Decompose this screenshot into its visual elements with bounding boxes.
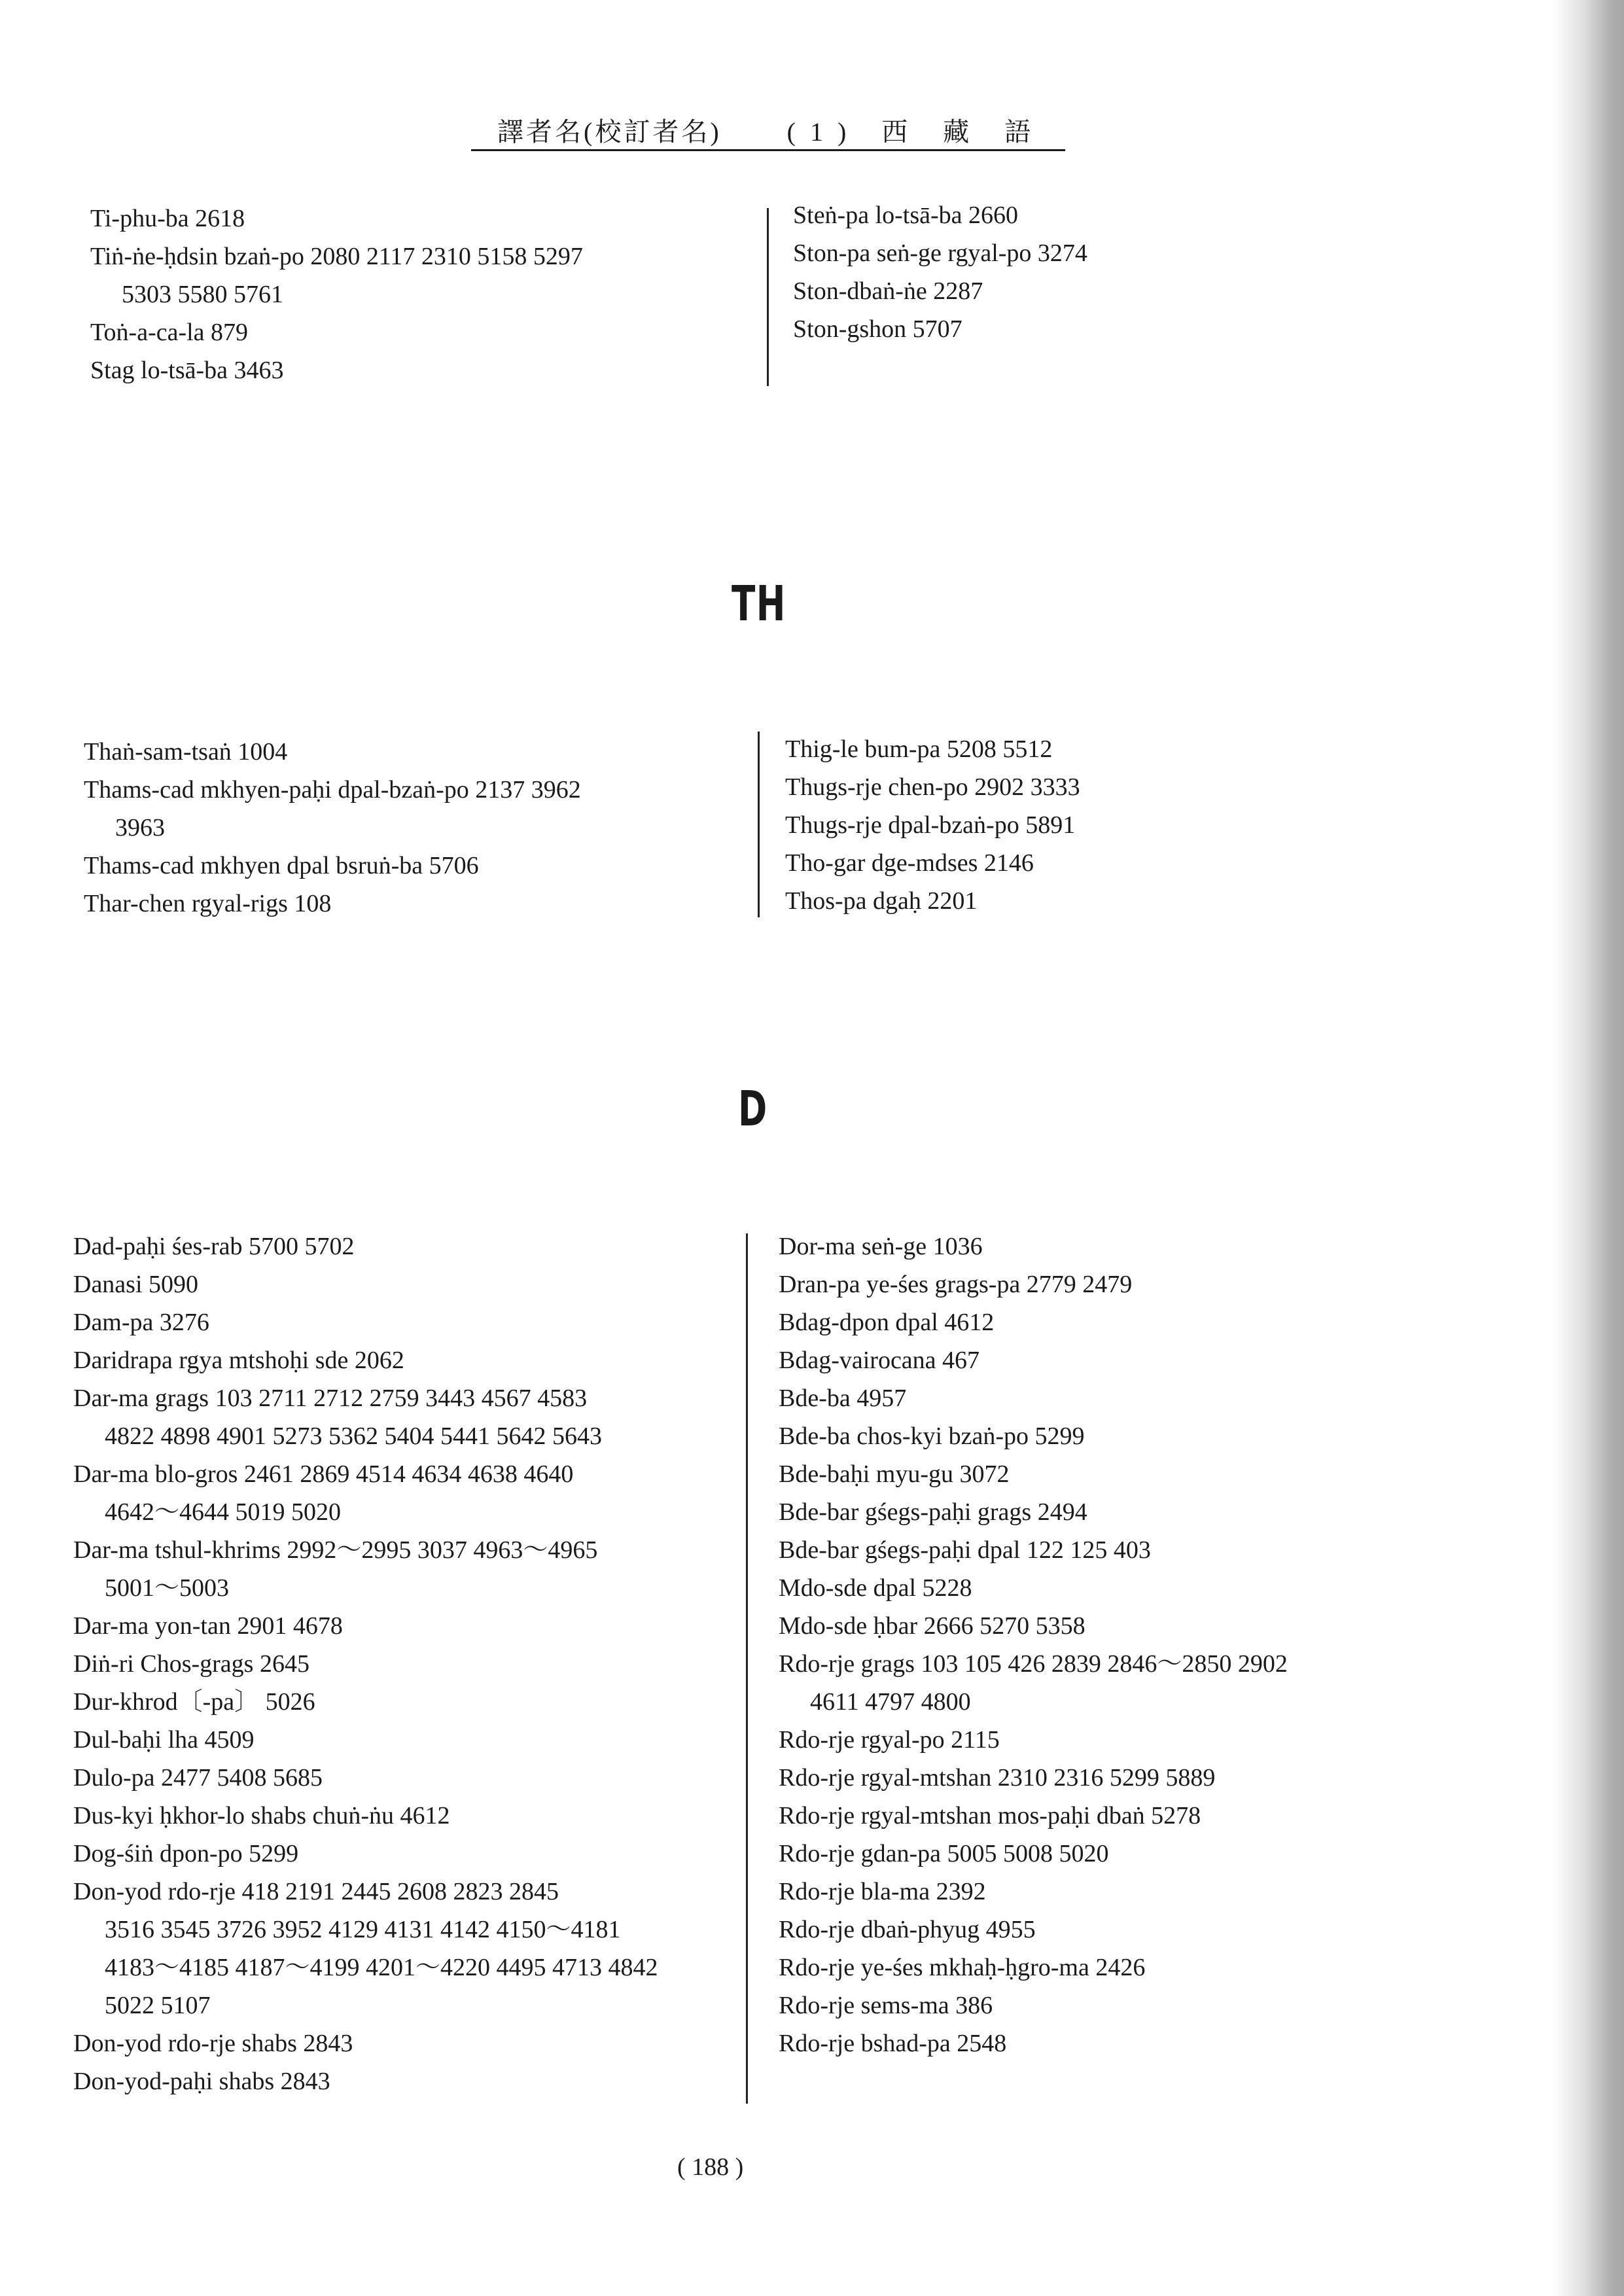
index-entry: [73, 1265, 658, 1303]
index-entry: [73, 1873, 658, 2024]
index-entry: [779, 1303, 1288, 1341]
entry-line: Rdo-rje rgyal-po 2115: [779, 1726, 1000, 1754]
page-number: ( 188 ): [677, 2153, 744, 2181]
index-entry: [785, 806, 1080, 844]
running-head-title: 譯者名(校訂者名): [497, 116, 722, 147]
entry-line: Don-yod rdo-rje 418 2191 2445 2608 2823 2845: [73, 1878, 559, 1905]
index-entry: [779, 1227, 1288, 1265]
index-entry: [84, 771, 581, 847]
st-right-column: [793, 196, 1087, 348]
index-entry: [73, 1303, 658, 1341]
entry-line: Rdo-rje sems-ma 386: [779, 1992, 993, 2019]
entry-line: Thar-chen rgyal-rigs 108: [84, 890, 332, 917]
entry-continuation-line: 4611 4797 4800: [810, 1688, 971, 1716]
page-edge-shadow: [1552, 0, 1624, 2296]
index-entry: [779, 1645, 1288, 1721]
entry-line: Dor-ma seṅ-ge 1036: [779, 1233, 983, 1260]
index-entry: [779, 1873, 1288, 1911]
entry-line: Dul-baḥi lha 4509: [73, 1726, 255, 1754]
entry-line: Toṅ-a-ca-la 879: [90, 319, 249, 346]
entry-line: Thugs-rje chen-po 2902 3333: [785, 773, 1080, 801]
index-entry: [779, 1835, 1288, 1873]
entry-line: Rdo-rje grags 103 105 426 2839 2846～2850 2902: [779, 1650, 1288, 1678]
entry-line: Ston-pa seṅ-ge rgyal-po 3274: [793, 239, 1087, 267]
entry-line: Daridrapa rgya mtshoḥi sde 2062: [73, 1347, 404, 1374]
index-entry: [73, 1721, 658, 1759]
entry-line: Dam-pa 3276: [73, 1309, 209, 1336]
index-entry: [90, 351, 583, 389]
index-entry: [785, 882, 1080, 920]
index-entry: [785, 768, 1080, 806]
entry-line: Dar-ma tshul-khrims 2992～2995 3037 4963～4965: [73, 1536, 598, 1564]
entry-continuation-line: 4183～4185 4187～4199 4201～4220 4495 4713 4842: [105, 1954, 658, 1981]
entry-line: Rdo-rje ye-śes mkhaḥ-ḥgro-ma 2426: [779, 1954, 1146, 1981]
index-entry: [779, 2024, 1288, 2062]
index-entry: [779, 1911, 1288, 1949]
index-entry: [785, 730, 1080, 768]
section-heading-th: TH: [732, 576, 786, 632]
running-head-section: (1) 西 藏 語: [786, 116, 1046, 147]
entry-line: Thugs-rje dpal-bzaṅ-po 5891: [785, 811, 1076, 839]
index-entry: [779, 1569, 1288, 1607]
entry-line: Thaṅ-sam-tsaṅ 1004: [84, 738, 288, 766]
index-entry: [793, 310, 1087, 348]
entry-line: Rdo-rje bla-ma 2392: [779, 1878, 986, 1905]
index-entry: [779, 1797, 1288, 1835]
entry-line: Dulo-pa 2477 5408 5685: [73, 1764, 323, 1792]
entry-line: Mdo-sde ḥbar 2666 5270 5358: [779, 1612, 1086, 1640]
index-entry: [779, 1493, 1288, 1531]
index-entry: [779, 1949, 1288, 1987]
entry-continuation-line: 5303 5580 5761: [122, 281, 283, 308]
index-entry: [73, 1835, 658, 1873]
th-right-column: [785, 730, 1080, 920]
entry-line: Danasi 5090: [73, 1271, 199, 1298]
entry-continuation-line: 5001～5003: [105, 1574, 230, 1602]
entry-line: Bde-baḥi myu-gu 3072: [779, 1460, 1010, 1488]
entry-line: Bdag-dpon dpal 4612: [779, 1309, 995, 1336]
entry-line: Dran-pa ye-śes grags-pa 2779 2479: [779, 1271, 1133, 1298]
index-entry: [84, 733, 581, 771]
index-entry: [779, 1455, 1288, 1493]
st-column-divider: [767, 208, 769, 386]
entry-line: Thos-pa dgaḥ 2201: [785, 887, 978, 915]
entry-line: Don-yod rdo-rje shabs 2843: [73, 2030, 353, 2057]
entry-line: Ti-phu-ba 2618: [90, 205, 245, 232]
index-entry: [73, 1759, 658, 1797]
index-entry: [793, 196, 1087, 234]
index-entry: [90, 238, 583, 313]
entry-line: Rdo-rje bshad-pa 2548: [779, 2030, 1007, 2057]
index-entry: [73, 2024, 658, 2062]
index-entry: [779, 1607, 1288, 1645]
entry-continuation-line: 4642～4644 5019 5020: [105, 1498, 342, 1526]
section-heading-d: D: [738, 1081, 768, 1137]
entry-line: Bde-ba chos-kyi bzaṅ-po 5299: [779, 1422, 1085, 1450]
running-head: [471, 110, 1065, 151]
entry-continuation-line: 3963: [115, 814, 165, 841]
entry-line: Steṅ-pa lo-tsā-ba 2660: [793, 202, 1019, 229]
index-entry: [779, 1531, 1288, 1569]
entry-line: Don-yod-paḥi shabs 2843: [73, 2068, 330, 2095]
entry-line: Rdo-rje rgyal-mtshan 2310 2316 5299 5889: [779, 1764, 1216, 1792]
index-entry: [73, 1607, 658, 1645]
entry-line: Tiṅ-ṅe-ḥdsin bzaṅ-po 2080 2117 2310 5158 5297: [90, 243, 583, 270]
entry-line: Bde-ba 4957: [779, 1385, 907, 1412]
entry-line: Dur-khrod〔-pa〕 5026: [73, 1688, 315, 1716]
index-entry: [73, 1683, 658, 1721]
index-entry: [73, 1645, 658, 1683]
entry-continuation-line: 3516 3545 3726 3952 4129 4131 4142 4150～4181: [105, 1916, 621, 1943]
entry-line: Dus-kyi ḥkhor-lo shabs chuṅ-ṅu 4612: [73, 1802, 450, 1829]
entry-line: Tho-gar dge-mdses 2146: [785, 849, 1034, 877]
entry-continuation-line: 5022 5107: [105, 1992, 211, 2019]
index-entry: [779, 1265, 1288, 1303]
entry-line: Thams-cad mkhyen-paḥi dpal-bzaṅ-po 2137 3962: [84, 776, 581, 804]
entry-line: Bdag-vairocana 467: [779, 1347, 980, 1374]
entry-line: Dar-ma grags 103 2711 2712 2759 3443 4567 4583: [73, 1385, 588, 1412]
index-entry: [90, 313, 583, 351]
index-entry: [90, 200, 583, 238]
entry-line: Mdo-sde dpal 5228: [779, 1574, 972, 1602]
index-entry: [793, 272, 1087, 310]
index-entry: [84, 847, 581, 885]
entry-continuation-line: 4822 4898 4901 5273 5362 5404 5441 5642 5643: [105, 1422, 602, 1450]
d-column-divider: [746, 1233, 748, 2104]
entry-line: Stag lo-tsā-ba 3463: [90, 357, 284, 384]
index-entry: [779, 1341, 1288, 1379]
d-right-column: [779, 1227, 1288, 2062]
index-entry: [779, 1759, 1288, 1797]
index-entry: [793, 234, 1087, 272]
st-left-column: [90, 200, 583, 389]
index-entry: [779, 1417, 1288, 1455]
index-entry: [785, 844, 1080, 882]
index-entry: [73, 1531, 658, 1607]
entry-line: Dar-ma blo-gros 2461 2869 4514 4634 4638 4640: [73, 1460, 574, 1488]
index-entry: [779, 1987, 1288, 2024]
index-entry: [73, 1341, 658, 1379]
entry-line: Dad-paḥi śes-rab 5700 5702: [73, 1233, 355, 1260]
entry-line: Rdo-rje gdan-pa 5005 5008 5020: [779, 1840, 1109, 1867]
entry-line: Ston-gshon 5707: [793, 315, 962, 343]
entry-line: Rdo-rje rgyal-mtshan mos-paḥi dbaṅ 5278: [779, 1802, 1201, 1829]
entry-line: Ston-dbaṅ-ṅe 2287: [793, 277, 983, 305]
th-column-divider: [758, 732, 760, 917]
entry-line: Dar-ma yon-tan 2901 4678: [73, 1612, 343, 1640]
index-entry: [73, 1797, 658, 1835]
index-entry: [84, 885, 581, 923]
index-entry: [73, 1455, 658, 1531]
entry-line: Dog-śiṅ dpon-po 5299: [73, 1840, 299, 1867]
entry-line: Thams-cad mkhyen dpal bsruṅ-ba 5706: [84, 852, 479, 879]
d-left-column: [73, 1227, 658, 2100]
entry-line: Bde-bar gśegs-paḥi dpal 122 125 403: [779, 1536, 1151, 1564]
index-entry: [779, 1721, 1288, 1759]
entry-line: Thig-le bum-pa 5208 5512: [785, 735, 1053, 763]
entry-line: Diṅ-ri Chos-grags 2645: [73, 1650, 309, 1678]
index-entry: [73, 2062, 658, 2100]
index-entry: [73, 1227, 658, 1265]
index-entry: [779, 1379, 1288, 1417]
th-left-column: [84, 733, 581, 923]
entry-line: Rdo-rje dbaṅ-phyug 4955: [779, 1916, 1036, 1943]
entry-line: Bde-bar gśegs-paḥi grags 2494: [779, 1498, 1087, 1526]
index-entry: [73, 1379, 658, 1455]
